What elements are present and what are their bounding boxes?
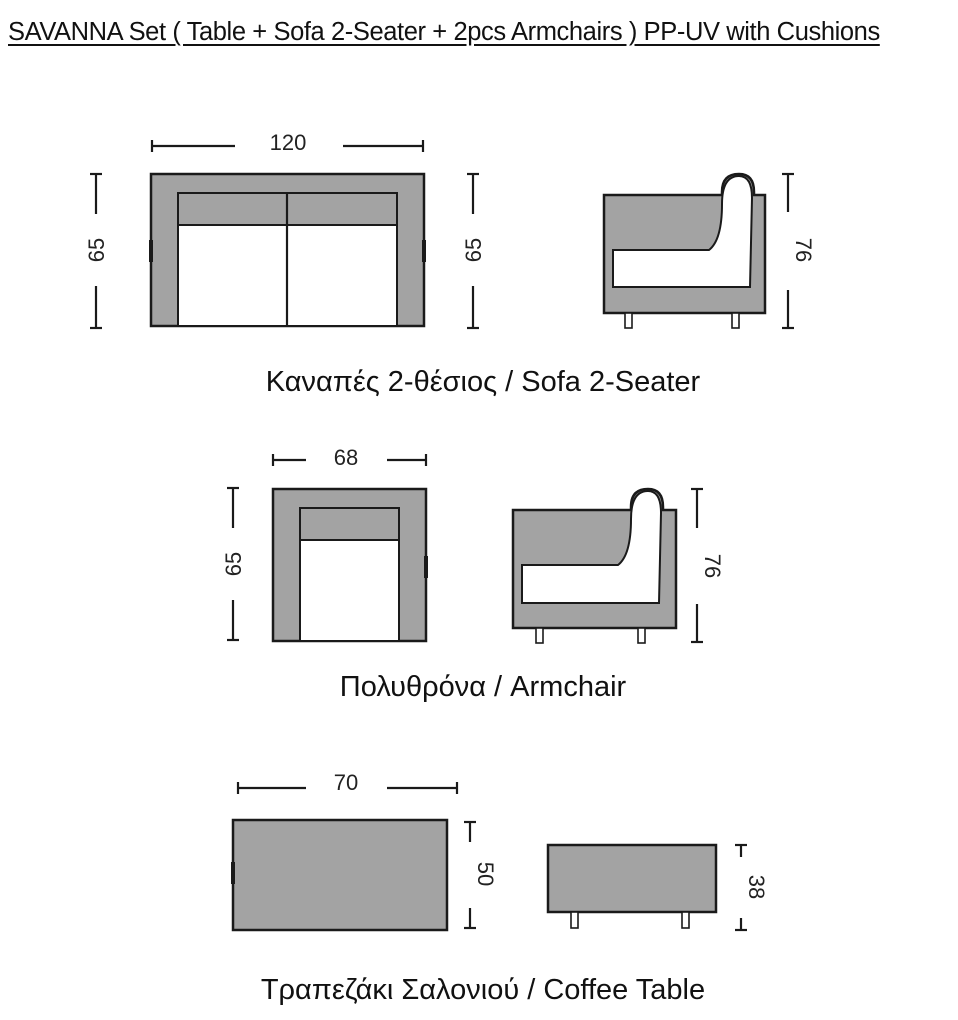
armchair-depth-label: 65 bbox=[221, 551, 246, 577]
page-title: SAVANNA Set ( Table + Sofa 2-Seater + 2pcs Armchairs ) PP-UV with Cushions bbox=[8, 18, 880, 46]
table-depth-label: 50 bbox=[473, 861, 498, 887]
sofa-depth-left-dimension bbox=[84, 174, 109, 328]
table-height-label: 38 bbox=[744, 874, 769, 900]
armchair-depth-dimension bbox=[221, 488, 246, 640]
sofa-width-dimension bbox=[152, 130, 423, 155]
armchair-width-label: 68 bbox=[333, 445, 359, 470]
sofa-height-label: 76 bbox=[791, 237, 816, 263]
table-caption: Τραπεζάκι Σαλονιού / Coffee Table bbox=[260, 974, 706, 1006]
table-width-label: 70 bbox=[333, 770, 359, 795]
sofa-depth-left-label: 65 bbox=[84, 237, 109, 263]
sofa-top-view bbox=[151, 174, 424, 326]
armchair-height-dimension bbox=[691, 489, 725, 642]
table-top-view bbox=[233, 820, 447, 930]
sofa-depth-right-label: 65 bbox=[461, 237, 486, 263]
sofa-depth-right-dimension bbox=[461, 174, 486, 328]
armchair-top-view bbox=[273, 489, 426, 641]
table-side-view bbox=[548, 845, 716, 928]
table-height-dimension bbox=[735, 845, 769, 930]
armchair-caption: Πολυθρόνα / Armchair bbox=[339, 671, 627, 703]
sofa-width-label: 120 bbox=[269, 130, 307, 155]
table-width-dimension bbox=[238, 770, 457, 795]
armchair-height-label: 76 bbox=[700, 553, 725, 579]
sofa-side-view bbox=[604, 174, 765, 328]
armchair-side-view bbox=[513, 489, 676, 643]
armchair-width-dimension bbox=[273, 445, 426, 470]
sofa-caption: Καναπές 2-θέσιος / Sofa 2-Seater bbox=[265, 366, 701, 398]
sofa-height-dimension bbox=[782, 174, 816, 328]
table-depth-dimension bbox=[464, 822, 498, 928]
